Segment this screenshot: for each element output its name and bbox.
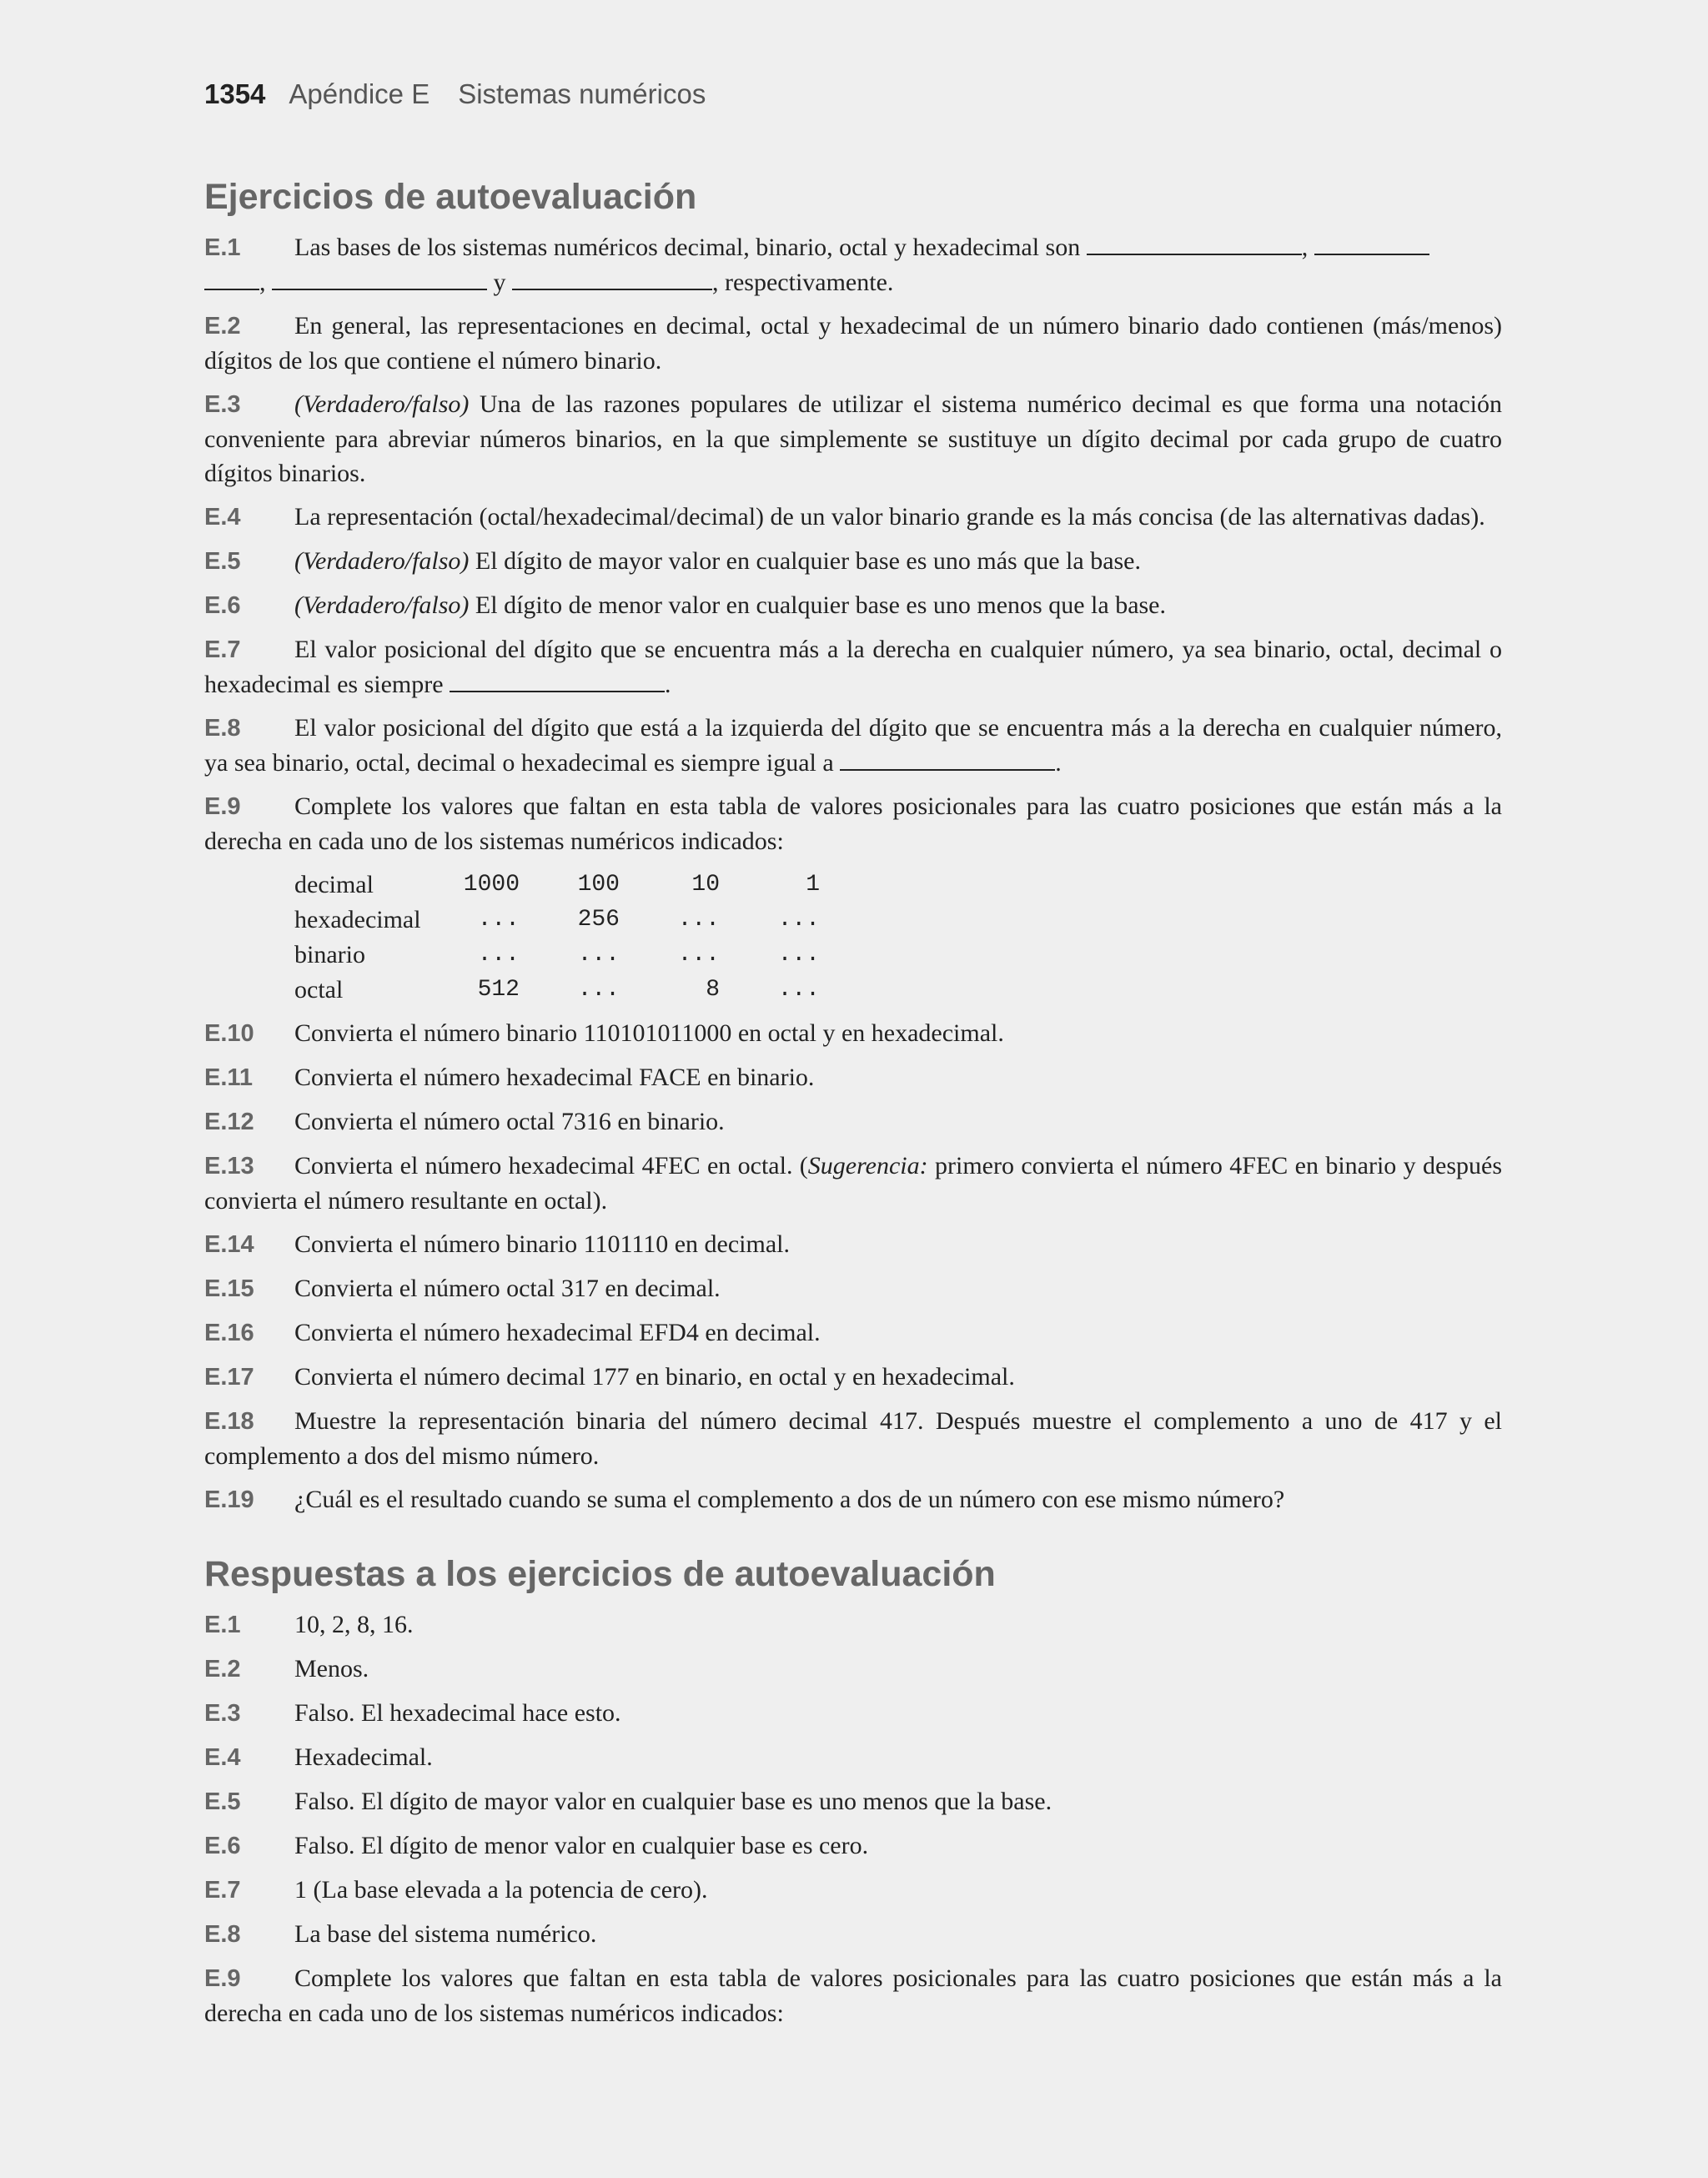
answer-text: Complete los valores que faltan en esta tabla de valores posicionales para las cuatro posiciones que están más a la derecha en cada uno de los sistemas numéricos indicados:: [204, 1964, 1502, 2027]
exercise-e17: [204, 1360, 1502, 1395]
table-cell: ...: [777, 977, 820, 1003]
page-number: 1354: [204, 78, 266, 109]
answer-number: E.6: [204, 1832, 241, 1859]
answer-text: Falso. El dígito de menor valor en cualquier base es cero.: [294, 1831, 869, 1859]
hint-label: Sugerencia:: [807, 1151, 928, 1180]
exercise-e3: [204, 387, 1502, 490]
answer-e5: [204, 1784, 1502, 1819]
exercise-text: Convierta el número hexadecimal FACE en binario.: [294, 1063, 815, 1091]
table-cell: 512: [477, 977, 520, 1003]
separator: y: [493, 268, 506, 296]
exercises-heading: Ejercicios de autoevaluación: [204, 177, 697, 217]
chapter-title: Sistemas numéricos: [458, 78, 706, 109]
exercise-e12: [204, 1104, 1502, 1139]
answer-text: Hexadecimal.: [294, 1743, 433, 1771]
exercise-text: Convierta el número binario 110101011000 en octal y en hexadecimal.: [294, 1019, 1004, 1047]
table-cell: ...: [577, 977, 620, 1003]
separator: ,: [1301, 233, 1309, 261]
exercise-e19: [204, 1482, 1502, 1517]
exercise-number: E.11: [204, 1064, 254, 1091]
table-row: [294, 973, 828, 1008]
separator: ,: [259, 268, 266, 296]
row-label: octal: [294, 975, 344, 1003]
exercise-e16: [204, 1315, 1502, 1351]
exercise-text: El valor posicional del dígito que está a la izquierda del dígito que se encuentra más a la derecha en cualquier número, ya sea binario, octal, decimal o hexadecimal es siempre igual a: [204, 713, 1502, 777]
answer-e7: [204, 1873, 1502, 1908]
exercise-text: , respectivamente.: [712, 268, 894, 296]
exercise-e4: [204, 500, 1502, 535]
exercise-e14: [204, 1227, 1502, 1262]
exercise-number: E.13: [204, 1152, 254, 1180]
answers-heading: Respuestas a los ejercicios de autoevaluación: [204, 1553, 996, 1594]
exercise-text: ¿Cuál es el resultado cuando se suma el complemento a dos de un número con ese mismo número?: [294, 1485, 1285, 1513]
answer-text: Menos.: [294, 1654, 369, 1683]
answer-e8: [204, 1917, 1502, 1952]
table-cell: 1000: [463, 872, 520, 898]
exercise-number: E.10: [204, 1019, 254, 1047]
true-false-label: (Verdadero/falso): [294, 591, 470, 619]
answer-number: E.9: [204, 1964, 241, 1992]
positional-values-table: [294, 868, 828, 1008]
table-cell: ...: [677, 907, 720, 933]
exercise-number: E.16: [204, 1319, 254, 1346]
exercise-e9: [204, 789, 1502, 858]
exercise-number: E.17: [204, 1363, 254, 1391]
answer-text: La base del sistema numérico.: [294, 1919, 597, 1948]
answer-number: E.1: [204, 1611, 241, 1638]
exercise-number: E.18: [204, 1407, 254, 1435]
table-cell: ...: [777, 942, 820, 968]
row-label: decimal: [294, 870, 374, 898]
exercise-number: E.2: [204, 312, 241, 340]
exercise-number: E.9: [204, 792, 241, 820]
exercise-number: E.4: [204, 503, 241, 531]
answer-blank: [272, 288, 487, 290]
exercise-e1: [204, 230, 1502, 299]
answer-number: E.5: [204, 1788, 241, 1815]
exercise-text: primero convierta el número 4FEC en binario y después convierta el número resultante en octal).: [204, 1151, 1502, 1215]
exercise-number: E.6: [204, 591, 241, 619]
table-cell: 10: [691, 872, 720, 898]
exercise-number: E.3: [204, 390, 241, 418]
answer-blank: [1314, 253, 1429, 255]
exercise-text: El dígito de menor valor en cualquier base es uno menos que la base.: [469, 591, 1166, 619]
answer-blank: [840, 768, 1055, 771]
answer-e1: [204, 1607, 1502, 1642]
exercise-number: E.15: [204, 1275, 254, 1302]
table-row: [294, 868, 828, 903]
table-cell: 8: [706, 977, 720, 1003]
exercise-text: Complete los valores que faltan en esta tabla de valores posicionales para las cuatro posiciones que están más a la derecha en cada uno de los sistemas numéricos indicados:: [204, 792, 1502, 855]
exercise-text: Convierta el número binario 1101110 en decimal.: [294, 1230, 790, 1258]
exercise-number: E.8: [204, 714, 241, 742]
appendix-label: Apéndice E: [289, 78, 430, 109]
separator: .: [1055, 748, 1062, 777]
answer-e2: [204, 1652, 1502, 1687]
exercise-text: Muestre la representación binaria del número decimal 417. Después muestre el complemento a uno de 417 y el complemento a dos del mismo número.: [204, 1406, 1502, 1470]
exercise-e5: [204, 544, 1502, 579]
exercise-e13: [204, 1149, 1502, 1218]
exercise-text: Convierta el número hexadecimal 4FEC en octal. (: [294, 1151, 808, 1180]
exercise-text: Una de las razones populares de utilizar el sistema numérico decimal es que forma una notación conveniente para abreviar números binarios, en la que simplemente se sustituye un dígito decimal por cada grupo de cuatro dígitos binarios.: [204, 390, 1502, 487]
answer-blank: [512, 288, 712, 290]
exercise-text: En general, las representaciones en decimal, octal y hexadecimal de un número binario dado contienen (más/menos) dígitos de los que contiene el número binario.: [204, 311, 1502, 375]
table-cell: 256: [577, 907, 620, 933]
answer-e6: [204, 1828, 1502, 1864]
exercise-text: Convierta el número decimal 177 en binario, en octal y en hexadecimal.: [294, 1362, 1015, 1391]
exercise-e10: [204, 1016, 1502, 1051]
exercise-e7: [204, 632, 1502, 702]
exercise-e15: [204, 1271, 1502, 1306]
exercise-e8: [204, 711, 1502, 780]
exercise-text: La representación (octal/hexadecimal/decimal) de un valor binario grande es la más concisa (de las alternativas dadas).: [294, 502, 1485, 531]
content: [204, 175, 1502, 2040]
table-cell: ...: [777, 907, 820, 933]
exercise-number: E.19: [204, 1486, 254, 1513]
exercise-e6: [204, 588, 1502, 623]
answer-number: E.3: [204, 1699, 241, 1727]
exercise-number: E.7: [204, 636, 241, 663]
table-cell: ...: [477, 907, 520, 933]
true-false-label: (Verdadero/falso): [294, 390, 470, 418]
answer-text: 10, 2, 8, 16.: [294, 1610, 414, 1638]
exercise-text: El valor posicional del dígito que se encuentra más a la derecha en cualquier número, ya sea binario, octal, decimal o hexadecimal es siempre: [204, 635, 1502, 698]
answer-number: E.4: [204, 1743, 241, 1771]
separator: .: [665, 670, 671, 698]
exercise-text: El dígito de mayor valor en cualquier base es uno más que la base.: [469, 546, 1141, 575]
answer-e3: [204, 1696, 1502, 1731]
exercise-text: Las bases de los sistemas numéricos decimal, binario, octal y hexadecimal son: [294, 233, 1081, 261]
table-row: [294, 903, 828, 938]
answer-blank: [1087, 253, 1302, 255]
exercise-number: E.12: [204, 1108, 254, 1135]
exercise-e11: [204, 1060, 1502, 1095]
table-cell: ...: [577, 942, 620, 968]
answer-blank: [450, 690, 665, 692]
answer-text: Falso. El dígito de mayor valor en cualquier base es uno menos que la base.: [294, 1787, 1052, 1815]
row-label: hexadecimal: [294, 905, 421, 933]
running-head: [204, 78, 706, 110]
answer-e9: [204, 1961, 1502, 2030]
exercise-text: Convierta el número octal 7316 en binario.: [294, 1107, 725, 1135]
exercise-number: E.5: [204, 547, 241, 575]
true-false-label: (Verdadero/falso): [294, 546, 470, 575]
table-cell: 1: [806, 872, 820, 898]
exercise-number: E.14: [204, 1230, 254, 1258]
answer-text: 1 (La base elevada a la potencia de cero).: [294, 1875, 708, 1904]
exercise-number: E.1: [204, 234, 241, 261]
table-cell: ...: [477, 942, 520, 968]
exercise-text: Convierta el número octal 317 en decimal.: [294, 1274, 721, 1302]
answer-number: E.8: [204, 1920, 241, 1948]
table-row: [294, 938, 828, 973]
exercise-e18: [204, 1404, 1502, 1473]
answer-number: E.7: [204, 1876, 241, 1904]
answer-text: Falso. El hexadecimal hace esto.: [294, 1698, 621, 1727]
answer-e4: [204, 1740, 1502, 1775]
answer-blank: [204, 288, 259, 290]
exercise-text: Convierta el número hexadecimal EFD4 en decimal.: [294, 1318, 821, 1346]
row-label: binario: [294, 940, 365, 968]
table-cell: ...: [677, 942, 720, 968]
answer-number: E.2: [204, 1655, 241, 1683]
table-cell: 100: [577, 872, 620, 898]
exercise-e2: [204, 309, 1502, 378]
